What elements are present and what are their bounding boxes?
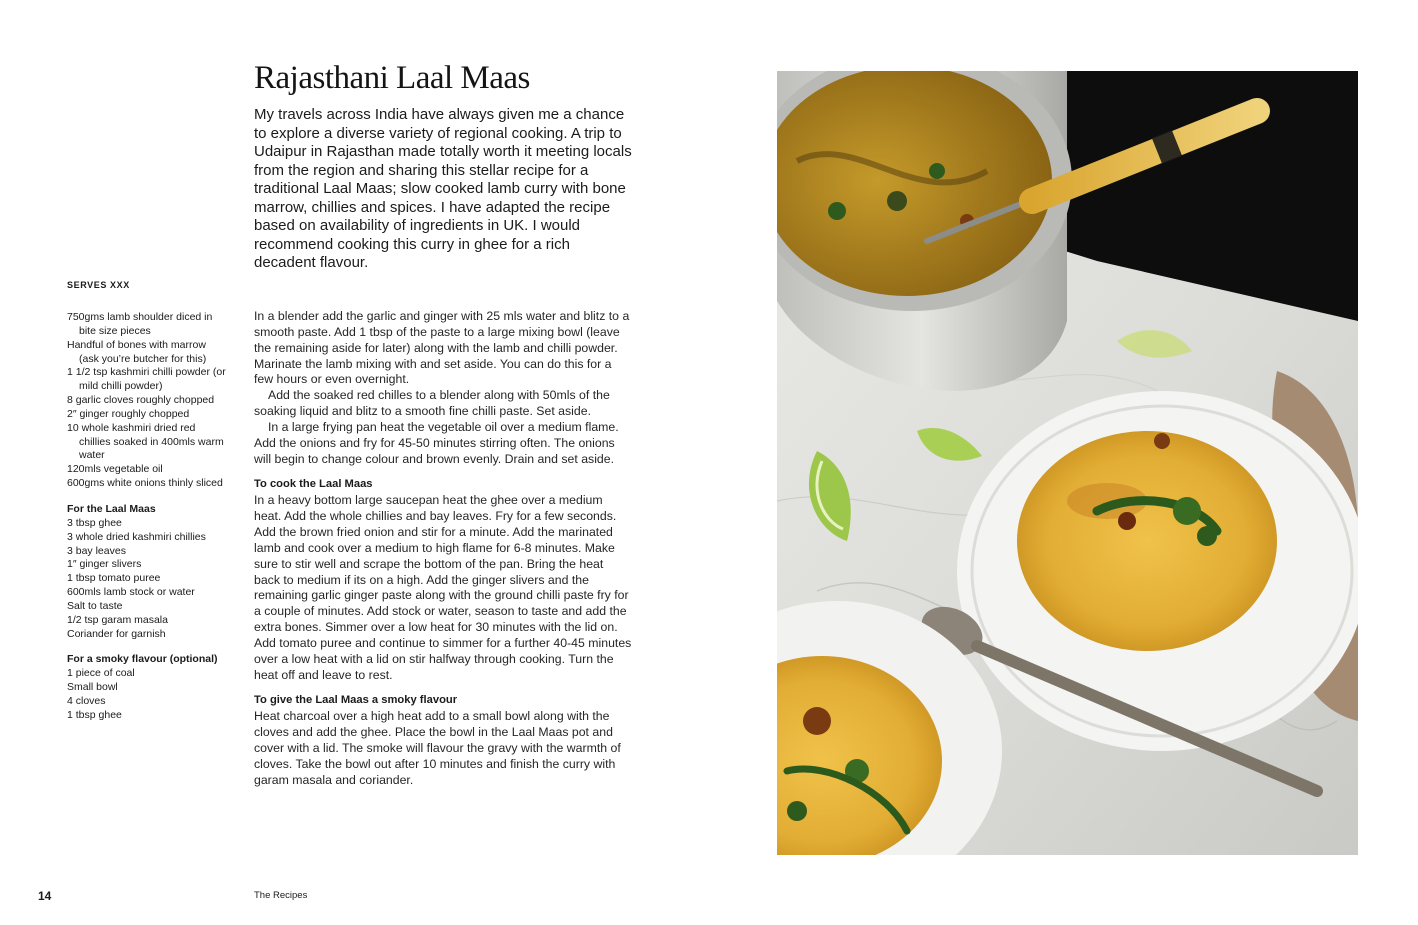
page-number: 14 [38, 889, 52, 903]
recipe-title: Rajasthani Laal Maas [254, 60, 530, 96]
ingredient-item: Salt to taste [67, 599, 123, 612]
ingredient-item: 1″ ginger slivers [67, 558, 142, 571]
method-paragraph: Heat charcoal over a high heat add to a small bowl along with the cloves and add the ghee. Place the bowl in the Laal Maas pot and cover with a lid. The smoke will flavour the gravy with the warmth of cloves. Take the bowl out after 10 minutes and finish the curry with garam masala and coriander. [254, 709, 621, 787]
ingredient-item: 600gms white onions thinly sliced [67, 477, 223, 490]
ingredient-item: 600mls lamb stock or water [67, 586, 195, 599]
ingredient-item: 10 whole kashmiri dried red chillies soaked in 400mls warm water [67, 421, 224, 462]
method-text [254, 309, 632, 788]
main-bowl-curry [1017, 431, 1277, 651]
ingredient-item: 1/2 tsp garam masala [67, 613, 168, 626]
ingredient-item: 1 piece of coal [67, 667, 135, 680]
food-photo [777, 71, 1358, 855]
ingredient-item: 3 whole dried kashmiri chillies [67, 530, 206, 543]
method-section-cook [254, 477, 632, 683]
ingredients-main [67, 311, 227, 491]
ingredient-item: Small bowl [67, 681, 118, 694]
ingredient-item: Coriander for garnish [67, 627, 166, 640]
method-paragraph: In a blender add the garlic and ginger with 25 mls water and blitz to a smooth paste. Add 1 tbsp of the paste to a large mixing bowl (leave the remaining aside for later) along with the lamb and chilli powder. Marinate the lamb mixing with and set aside. You can do this for a few hours or even overnight. [254, 309, 630, 387]
ingredient-item: 750gms lamb shoulder diced in bite size pieces [67, 311, 213, 337]
ingredients-laal-maas [67, 503, 227, 641]
food-photo-illustration [777, 71, 1358, 855]
ingredient-item: 1 1/2 tsp kashmiri chilli powder (or mild chilli powder) [67, 366, 226, 393]
ingredient-item: 8 garlic cloves roughly chopped [67, 394, 215, 407]
ingredient-item: 3 bay leaves [67, 544, 126, 557]
serves-label: SERVES XXX [67, 280, 130, 290]
ingredient-item: 2″ ginger roughly chopped [67, 407, 190, 420]
ingredient-item: 4 cloves [67, 694, 106, 707]
method-section-smoky [254, 693, 632, 788]
ingredient-group-title: For the Laal Maas [67, 502, 156, 515]
ingredient-item: 1 tbsp ghee [67, 708, 122, 721]
method-heading: To give the Laal Maas a smoky flavour [254, 694, 458, 707]
method-heading: To cook the Laal Maas [254, 478, 373, 491]
ingredients-list [67, 311, 227, 735]
method-paragraph: Add the soaked red chilles to a blender along with 50mls of the soaking liquid and blitz to a smooth fine chilli paste. Set aside. [254, 388, 610, 419]
ingredient-item: 3 tbsp ghee [67, 516, 122, 529]
ingredient-group-title: For a smoky flavour (optional) [67, 653, 218, 666]
method-paragraph: In a large frying pan heat the vegetable oil over a medium flame. Add the onions and fry for 45-50 minutes stirring often. The onions will begin to change colour and brown evenly. Drain and set aside. [254, 419, 619, 466]
running-footer: The Recipes [254, 890, 308, 901]
method-paragraph: In a heavy bottom large saucepan heat the ghee over a medium heat. Add the whole chillies and bay leaves. Fry for a few seconds. Add the brown fried onion and stir for a minute. Add the marinated lamb and cook over a medium to high flame for 6-8 minutes. Make sure to stir well and scrape the bottom of the pan. Bring the heat back to medium if its on a high. Add the ginger slivers and the remaining garlic ginger paste along with the ground chilli paste fry for a couple of minutes. Add stock or water, season to taste and add the extra bones. Simmer over a low heat for 30 minutes with the lid on. Add tomato puree and continue to simmer for a further 40-45 minutes over a low heat with a lid on stir halfway through cooking. Turn the heat off and leave to rest. [254, 493, 632, 682]
ingredient-item: 1 tbsp tomato puree [67, 572, 161, 585]
ingredient-item: 120mls vegetable oil [67, 463, 163, 476]
ingredients-smoky [67, 653, 227, 722]
ingredient-item: Handful of bones with marrow (ask you’re butcher for this) [67, 338, 207, 365]
recipe-intro: My travels across India have always given me a chance to explore a diverse variety of regional cooking. A trip to Udaipur in Rajasthan made totally worth it meeting locals from the region and sharing this stellar recipe for a traditional Laal Maas; slow cooked lamb curry with bone marrow, chillies and spices. I have adapted the recipe based on availability of ingredients in UK. I would recommend cooking this curry in ghee for a rich decadent flavour. [254, 106, 632, 271]
